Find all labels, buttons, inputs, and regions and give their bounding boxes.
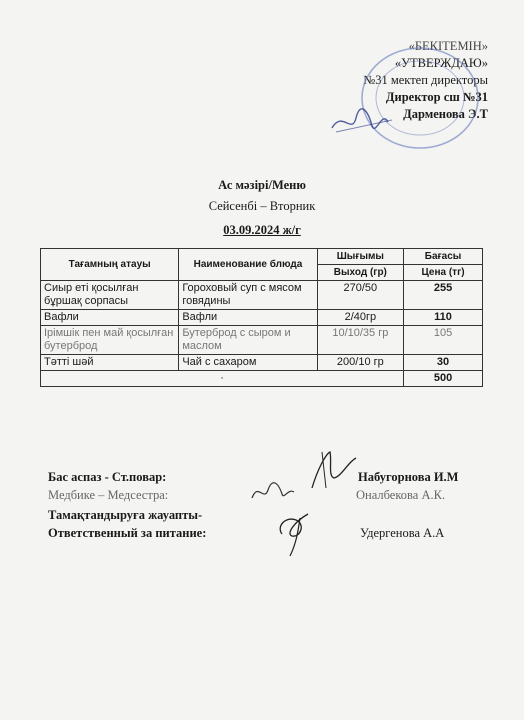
header-ru-name: Наименование блюда [179,249,317,281]
header-price-ru: Цена (тг) [404,265,483,281]
approve-ru: «УТВЕРЖДАЮ» [394,56,488,70]
cell-output: 10/10/35 гр [317,326,403,355]
menu-date: 03.09.2024 ж/г [223,223,301,237]
table-row [41,355,483,371]
cell-kz: Вафли [41,310,179,326]
cell-price: 105 [404,326,483,355]
responsible-name: Удергенова А.А [360,526,445,540]
director-ru: Директор сш №31 [385,90,488,104]
chef-label: Бас аспаз - Ст.повар: [48,470,167,484]
director-name: Дарменова Э.Т [403,107,488,121]
menu-title: Ас мәзірі/Меню [218,178,306,192]
medic-label: Медбике – Медсестра: [48,488,169,502]
header-output-ru: Выход (гр) [317,265,403,281]
total-marker: · [41,371,404,387]
table-row [41,310,483,326]
approve-kz: «БЕКІТЕМІН» [408,39,488,53]
cell-price: 30 [404,355,483,371]
responsible-signature-icon [270,504,326,560]
table-header-row [41,249,483,265]
responsible-label-ru: Ответственный за питание: [48,526,207,540]
table-row [41,281,483,310]
chef-signature-icon [304,448,364,492]
medic-signature-icon [248,478,296,504]
cell-output: 270/50 [317,281,403,310]
chef-name: Набугорнова И.М [358,470,459,484]
cell-price: 110 [404,310,483,326]
total-price: 500 [404,371,483,387]
header-kz-name: Тағамның атауы [41,249,179,281]
medic-name: Оналбекова А.К. [356,488,446,502]
table-row [41,326,483,355]
cell-kz: Сиыр еті қосылған бұршақ сорпасы [41,281,179,310]
menu-day: Сейсенбі – Вторник [208,199,316,213]
cell-ru: Вафли [179,310,317,326]
director-kz: №31 мектеп директоры [363,73,488,87]
cell-kz: Тәтті шәй [41,355,179,371]
header-price-kz: Бағасы [404,249,483,265]
cell-price: 255 [404,281,483,310]
approval-block [363,38,488,123]
table-total-row [41,371,483,387]
cell-ru: Чай с сахаром [179,355,317,371]
cell-kz: Ірімшік пен май қосылған бутерброд [41,326,179,355]
cell-ru: Бутерброд с сыром и маслом [179,326,317,355]
cell-ru: Гороховый суп с мясом говядины [179,281,317,310]
cell-output: 200/10 гр [317,355,403,371]
cell-output: 2/40гр [317,310,403,326]
menu-table [40,248,483,387]
header-output-kz: Шығымы [317,249,403,265]
responsible-label-kz: Тамақтандыруға жауапты- [48,508,203,522]
